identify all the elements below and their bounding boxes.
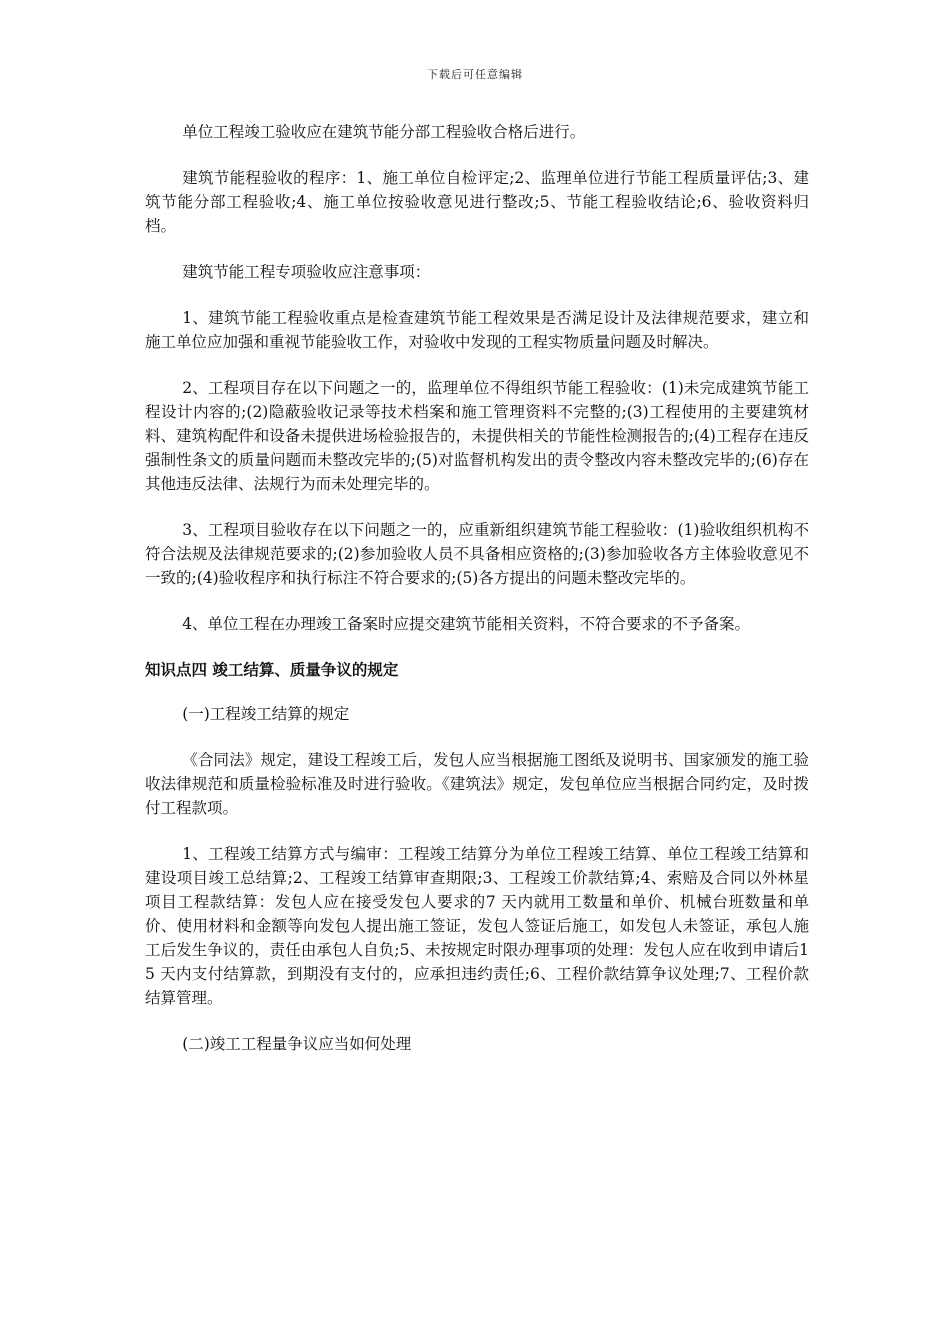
subsection-title-2: (二)竣工工程量争议应当如何处理 [182, 1035, 412, 1053]
paragraph-note-1: 1、建筑节能工程验收重点是检查建筑节能工程效果是否满足设计及法律规范要求，建立和施工单位应加强和重视节能验收工作，对验收中发现的工程实物质量问题及时解决。 [145, 309, 809, 351]
section-heading: 知识点四 竣工结算、质量争议的规定 [145, 661, 399, 679]
paragraph-settlement-methods: 1、工程竣工结算方式与编审：工程竣工结算分为单位工程竣工结算、单位工程竣工结算和建设项目竣工总结算;2、工程竣工结算审查期限;3、工程竣工价款结算;4、索赔及合同以外林星项目工程款结算：发包人应在接受发包人要求的7 天内就用工数量和单价、机械台班数量和单价、使用材料和金额等向发包人提出施工签证，发包人签证后施工，如发包人未签证，承包人施工后发生争议的，责任由承包人自负;5、未按规定时限办理事项的处理：发包人应在收到申请后15 天内支付结算款，到期没有支付的，应承担违约责任;6、工程价款结算争议处理;7、工程价款结算管理。 [145, 845, 809, 1007]
document-body [145, 120, 809, 1078]
page-header: 下载后可任意编辑 [427, 68, 523, 81]
paragraph-acceptance-procedure: 建筑节能程验收的程序：1、施工单位自检评定;2、监理单位进行节能工程质量评估;3、建筑节能分部工程验收;4、施工单位按验收意见进行整改;5、节能工程验收结论;6、验收资料归档。 [145, 169, 809, 235]
paragraph-note-4: 4、单位工程在办理竣工备案时应提交建筑节能相关资料，不符合要求的不予备案。 [182, 615, 751, 633]
paragraph-notes-intro: 建筑节能工程专项验收应注意事项： [182, 263, 431, 281]
paragraph-contract-law: 《合同法》规定，建设工程竣工后，发包人应当根据施工图纸及说明书、国家颁发的施工验收法律规范和质量检验标准及时进行验收。《建筑法》规定，发包单位应当根据合同约定，及时拨付工程款项。 [145, 751, 809, 817]
paragraph-note-3: 3、工程项目验收存在以下问题之一的，应重新组织建筑节能工程验收：(1)验收组织机构不符合法规及法律规范要求的;(2)参加验收人员不具备相应资格的;(3)参加验收各方主体验收意见不一致的;(4)验收程序和执行标注不符合要求的;(5)各方提出的问题未整改完毕的。 [145, 521, 809, 587]
subsection-title-1: (一)工程竣工结算的规定 [182, 705, 350, 723]
paragraph-note-2: 2、工程项目存在以下问题之一的，监理单位不得组织节能工程验收：(1)未完成建筑节能工程设计内容的;(2)隐蔽验收记录等技术档案和施工管理资料不完整的;(3)工程使用的主要建筑材料、建筑构配件和设备未提供进场检验报告的，未提供相关的节能性检测报告的;(4)工程存在违反强制性条文的质量问题而未整改完毕的;(5)对监督机构发出的责令整改内容未整改完毕的;(6)存在其他违反法律、法规行为而未处理完毕的。 [145, 379, 809, 493]
paragraph-acceptance-timing: 单位工程竣工验收应在建筑节能分部工程验收合格后进行。 [182, 123, 586, 141]
